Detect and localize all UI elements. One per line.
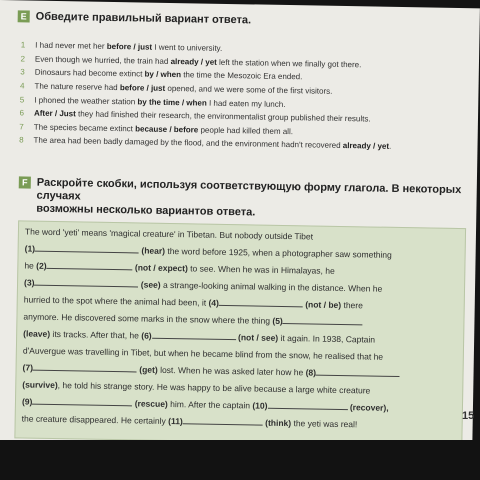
answer-blank-8[interactable]: [316, 367, 400, 377]
exercise-f-header: [18, 176, 477, 223]
exercise-f-text-box: [14, 220, 466, 446]
exercise-e-item: 7 The species became extinct because / before people had killed them all.: [19, 122, 294, 136]
table-surface: [0, 440, 480, 480]
page-number: 15: [462, 410, 475, 422]
text-line: hurried to the spot where the animal had been, it (4) (not / be) there: [23, 294, 363, 311]
text-line: anymore. He discovered some marks in the snow where the thing (5): [23, 309, 459, 331]
exercise-e-item: 4 The nature reserve had before / just opened, and we were some of the first visitors.: [19, 81, 333, 96]
text-line: (9) (rescue) him. After the captain (10) (recover),: [21, 396, 389, 413]
text-line: The word 'yeti' means 'magical creature' in Tibetan. But nobody outside Tibet: [24, 226, 314, 242]
answer-blank-7[interactable]: [33, 362, 137, 373]
answer-blank-6[interactable]: [152, 330, 236, 340]
text-line: he (2) (not / expect) to see. When he was in Himalayas, he: [24, 260, 335, 276]
text-line: (leave) its tracks. After that, he (6) (not / see) it again. In 1938, Captain: [23, 328, 376, 345]
answer-blank-1[interactable]: [35, 243, 139, 254]
text-line: (1) (hear) the word before 1925, when a photographer saw something: [24, 243, 392, 260]
exercise-f-title-line1: Раскройте скобки, используя соответствующую форму глагола. В некоторых случаях: [36, 176, 462, 203]
answer-blank-11[interactable]: [183, 415, 263, 425]
text-line: (3) (see) a strange-looking animal walking in the distance. When he: [23, 277, 383, 294]
text-line: d'Auvergue was travelling in Tibet, but when he became blind from the snow, he realised that he: [22, 345, 384, 362]
answer-blank-2[interactable]: [47, 260, 133, 270]
exercise-e-item: 1 I had never met her before / just I went to university.: [20, 40, 223, 54]
answer-blank-3[interactable]: [34, 277, 138, 288]
exercise-e-item: 6 After / Just they had finished their research, the environmentalist group published their results.: [19, 108, 371, 124]
exercise-e-list: [15, 38, 457, 154]
text-line: (survive), he told his strange story. He was happy to be alive because a large white creature: [22, 379, 371, 396]
exercise-e-item: 5 I phoned the weather station by the time / when I had eaten my lunch.: [19, 95, 286, 109]
exercise-e-header: [18, 10, 252, 27]
exercise-e-item: 3 Dinosaurs had become extinct by / when the time the Mesozoic Era ended.: [20, 67, 303, 82]
exercise-f-badge: F: [19, 176, 31, 188]
answer-blank-5[interactable]: [283, 315, 363, 325]
answer-blank-9[interactable]: [32, 396, 132, 407]
answer-blank-10[interactable]: [267, 400, 347, 410]
exercise-f-title-line2: возможны несколько вариантов ответа.: [36, 202, 256, 219]
exercise-e-item: 2 Even though we hurried, the train had already / yet left the station when we finally got there.: [20, 54, 362, 70]
exercise-e-item: 8 The area had been badly damaged by the flood, and the environment hadn't recovered already / yet.: [19, 135, 392, 152]
text-line: the creature disappeared. He certainly (11) (think) the yeti was real!: [21, 413, 358, 430]
text-line: (7) (get) lost. When he was asked later how he (8): [22, 360, 458, 382]
exercise-e-badge: E: [18, 10, 30, 22]
exercise-e-title: Обведите правильный вариант ответа.: [35, 10, 252, 27]
answer-blank-4[interactable]: [219, 297, 303, 307]
